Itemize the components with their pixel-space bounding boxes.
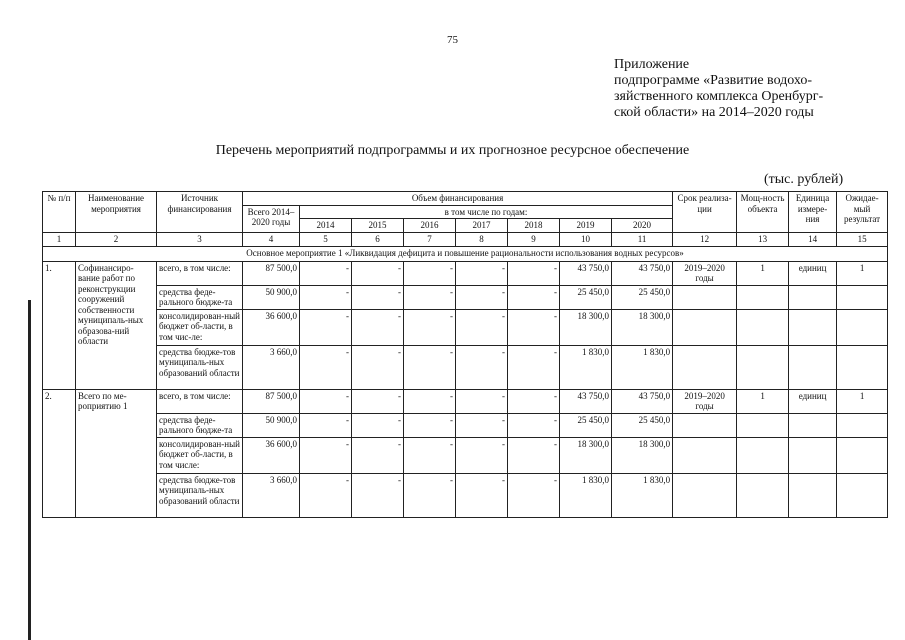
column-number: 2 xyxy=(76,232,157,246)
year-value: - xyxy=(352,285,404,309)
section-row xyxy=(43,246,888,261)
document-title: Перечень мероприятий подпрограммы и их прогнозное ресурсное обеспечение xyxy=(215,143,690,158)
year-value: - xyxy=(404,345,456,389)
column-number: 3 xyxy=(157,232,243,246)
year-value: - xyxy=(404,473,456,517)
empty-cell xyxy=(837,437,888,473)
total-value: 36 600,0 xyxy=(243,309,300,345)
column-number: 6 xyxy=(352,232,404,246)
column-number: 7 xyxy=(404,232,456,246)
units-label: (тыс. рублей) xyxy=(764,172,844,187)
total-value: 36 600,0 xyxy=(243,437,300,473)
header-year: 2019 xyxy=(560,219,612,233)
year-value-2019: 1 830,0 xyxy=(560,473,612,517)
column-number: 13 xyxy=(737,232,789,246)
header-name: Наименование мероприятия xyxy=(76,192,157,233)
total-value: 50 900,0 xyxy=(243,285,300,309)
column-number-row xyxy=(43,232,888,246)
year-value-2020: 25 450,0 xyxy=(612,413,673,437)
year-value: - xyxy=(352,413,404,437)
year-value: - xyxy=(404,437,456,473)
header-total: Всего 2014–2020 годы xyxy=(243,205,300,232)
header-expected: Ожидае-мый результат xyxy=(837,192,888,233)
year-value: - xyxy=(456,413,508,437)
empty-cell xyxy=(837,473,888,517)
year-value-2019: 18 300,0 xyxy=(560,309,612,345)
empty-cell xyxy=(673,413,737,437)
header-year: 2018 xyxy=(508,219,560,233)
year-value: - xyxy=(300,261,352,285)
year-value-2020: 43 750,0 xyxy=(612,389,673,413)
empty-cell xyxy=(673,309,737,345)
total-value: 50 900,0 xyxy=(243,413,300,437)
year-value: - xyxy=(456,389,508,413)
appendix-note xyxy=(614,57,884,121)
year-value-2019: 1 830,0 xyxy=(560,345,612,389)
table-row xyxy=(43,309,888,345)
header-unit: Единица измере-ния xyxy=(789,192,837,233)
column-number: 8 xyxy=(456,232,508,246)
total-value: 87 500,0 xyxy=(243,261,300,285)
year-value: - xyxy=(404,413,456,437)
empty-cell xyxy=(737,437,789,473)
column-number: 14 xyxy=(789,232,837,246)
header-source: Источник финансирования xyxy=(157,192,243,233)
appendix-line: Приложение xyxy=(614,57,690,72)
empty-cell xyxy=(737,473,789,517)
empty-cell xyxy=(789,473,837,517)
year-value-2020: 25 450,0 xyxy=(612,285,673,309)
empty-cell xyxy=(837,413,888,437)
funding-table xyxy=(42,191,888,518)
funding-source: всего, в том числе: xyxy=(157,261,243,285)
empty-cell xyxy=(789,309,837,345)
funding-source: всего, в том числе: xyxy=(157,389,243,413)
table-row xyxy=(43,473,888,517)
year-value: - xyxy=(352,345,404,389)
year-value-2020: 18 300,0 xyxy=(612,437,673,473)
year-value: - xyxy=(352,437,404,473)
header-capacity: Мощ-ность объекта xyxy=(737,192,789,233)
year-value-2019: 43 750,0 xyxy=(560,261,612,285)
year-value: - xyxy=(352,261,404,285)
year-value: - xyxy=(404,261,456,285)
year-value-2019: 25 450,0 xyxy=(560,285,612,309)
empty-cell xyxy=(789,413,837,437)
section-title: Основное мероприятие 1 «Ликвидация дефицита и повышение рациональности использования водных ресурсов» xyxy=(43,246,888,261)
total-value: 3 660,0 xyxy=(243,473,300,517)
column-number: 11 xyxy=(612,232,673,246)
empty-cell xyxy=(837,345,888,389)
expected-result: 1 xyxy=(837,389,888,413)
year-value-2020: 1 830,0 xyxy=(612,473,673,517)
header-no: № п/п xyxy=(43,192,76,233)
header-term: Срок реализа-ции xyxy=(673,192,737,233)
empty-cell xyxy=(737,285,789,309)
scan-edge xyxy=(28,300,31,640)
header-year: 2020 xyxy=(612,219,673,233)
funding-source: средства бюдже-тов муниципаль-ных образований области xyxy=(157,473,243,517)
row-number: 1. xyxy=(43,261,76,389)
column-number: 1 xyxy=(43,232,76,246)
funding-source: средства феде-рального бюдже-та xyxy=(157,285,243,309)
table-row xyxy=(43,389,888,413)
row-number: 2. xyxy=(43,389,76,517)
total-value: 3 660,0 xyxy=(243,345,300,389)
column-number: 4 xyxy=(243,232,300,246)
measure-name: Софинансиро-вание работ по реконструкции сооружений собственности муниципаль-ных образова-ний области xyxy=(76,261,157,389)
appendix-line: зяйственного комплекса Оренбург- xyxy=(614,89,824,104)
header-year: 2014 xyxy=(300,219,352,233)
year-value-2020: 43 750,0 xyxy=(612,261,673,285)
header-row xyxy=(43,192,888,206)
table-row xyxy=(43,261,888,285)
year-value: - xyxy=(508,389,560,413)
year-value: - xyxy=(300,389,352,413)
funding-source: средства бюдже-тов муниципаль-ных образований области xyxy=(157,345,243,389)
year-value: - xyxy=(300,309,352,345)
page-number: 75 xyxy=(447,34,458,46)
year-value-2019: 18 300,0 xyxy=(560,437,612,473)
year-value-2020: 1 830,0 xyxy=(612,345,673,389)
year-value: - xyxy=(508,261,560,285)
measure-name: Всего по ме-роприятию 1 xyxy=(76,389,157,517)
capacity-value: 1 xyxy=(737,389,789,413)
appendix-line: подпрограмме «Развитие водохо- xyxy=(614,73,813,88)
year-value: - xyxy=(300,413,352,437)
empty-cell xyxy=(789,437,837,473)
year-value-2020: 18 300,0 xyxy=(612,309,673,345)
year-value: - xyxy=(404,309,456,345)
year-value: - xyxy=(456,473,508,517)
year-value: - xyxy=(508,413,560,437)
empty-cell xyxy=(673,345,737,389)
unit-value: единиц xyxy=(789,261,837,285)
table-row xyxy=(43,413,888,437)
year-value: - xyxy=(352,473,404,517)
empty-cell xyxy=(837,309,888,345)
year-value: - xyxy=(508,437,560,473)
empty-cell xyxy=(737,345,789,389)
year-value: - xyxy=(352,309,404,345)
year-value: - xyxy=(404,389,456,413)
year-value: - xyxy=(456,285,508,309)
column-number: 9 xyxy=(508,232,560,246)
year-value: - xyxy=(456,345,508,389)
year-value-2019: 43 750,0 xyxy=(560,389,612,413)
unit-value: единиц xyxy=(789,389,837,413)
header-year: 2016 xyxy=(404,219,456,233)
column-number: 5 xyxy=(300,232,352,246)
funding-source: консолидирован-ный бюджет об-ласти, в том числе: xyxy=(157,437,243,473)
funding-source: консолидирован-ный бюджет об-ласти, в том чис-ле: xyxy=(157,309,243,345)
year-value: - xyxy=(300,473,352,517)
appendix-line: ской области» на 2014–2020 годы xyxy=(614,105,814,120)
year-value: - xyxy=(508,345,560,389)
year-value: - xyxy=(508,285,560,309)
year-value: - xyxy=(508,309,560,345)
empty-cell xyxy=(837,285,888,309)
year-value: - xyxy=(352,389,404,413)
table-row xyxy=(43,285,888,309)
year-value-2019: 25 450,0 xyxy=(560,413,612,437)
empty-cell xyxy=(673,437,737,473)
header-by-years: в том числе по годам: xyxy=(300,205,673,219)
year-value: - xyxy=(300,285,352,309)
empty-cell xyxy=(673,473,737,517)
empty-cell xyxy=(789,345,837,389)
table-row xyxy=(43,345,888,389)
column-number: 10 xyxy=(560,232,612,246)
empty-cell xyxy=(673,285,737,309)
funding-source: средства феде-рального бюдже-та xyxy=(157,413,243,437)
table-row xyxy=(43,437,888,473)
year-value: - xyxy=(508,473,560,517)
year-value: - xyxy=(300,345,352,389)
total-value: 87 500,0 xyxy=(243,389,300,413)
header-funding: Объем финансирования xyxy=(243,192,673,206)
year-value: - xyxy=(404,285,456,309)
empty-cell xyxy=(737,309,789,345)
implementation-term: 2019–2020 годы xyxy=(673,261,737,285)
capacity-value: 1 xyxy=(737,261,789,285)
year-value: - xyxy=(456,309,508,345)
expected-result: 1 xyxy=(837,261,888,285)
column-number: 12 xyxy=(673,232,737,246)
implementation-term: 2019–2020 годы xyxy=(673,389,737,413)
header-year: 2017 xyxy=(456,219,508,233)
empty-cell xyxy=(737,413,789,437)
year-value: - xyxy=(300,437,352,473)
column-number: 15 xyxy=(837,232,888,246)
year-value: - xyxy=(456,437,508,473)
year-value: - xyxy=(456,261,508,285)
empty-cell xyxy=(789,285,837,309)
header-year: 2015 xyxy=(352,219,404,233)
